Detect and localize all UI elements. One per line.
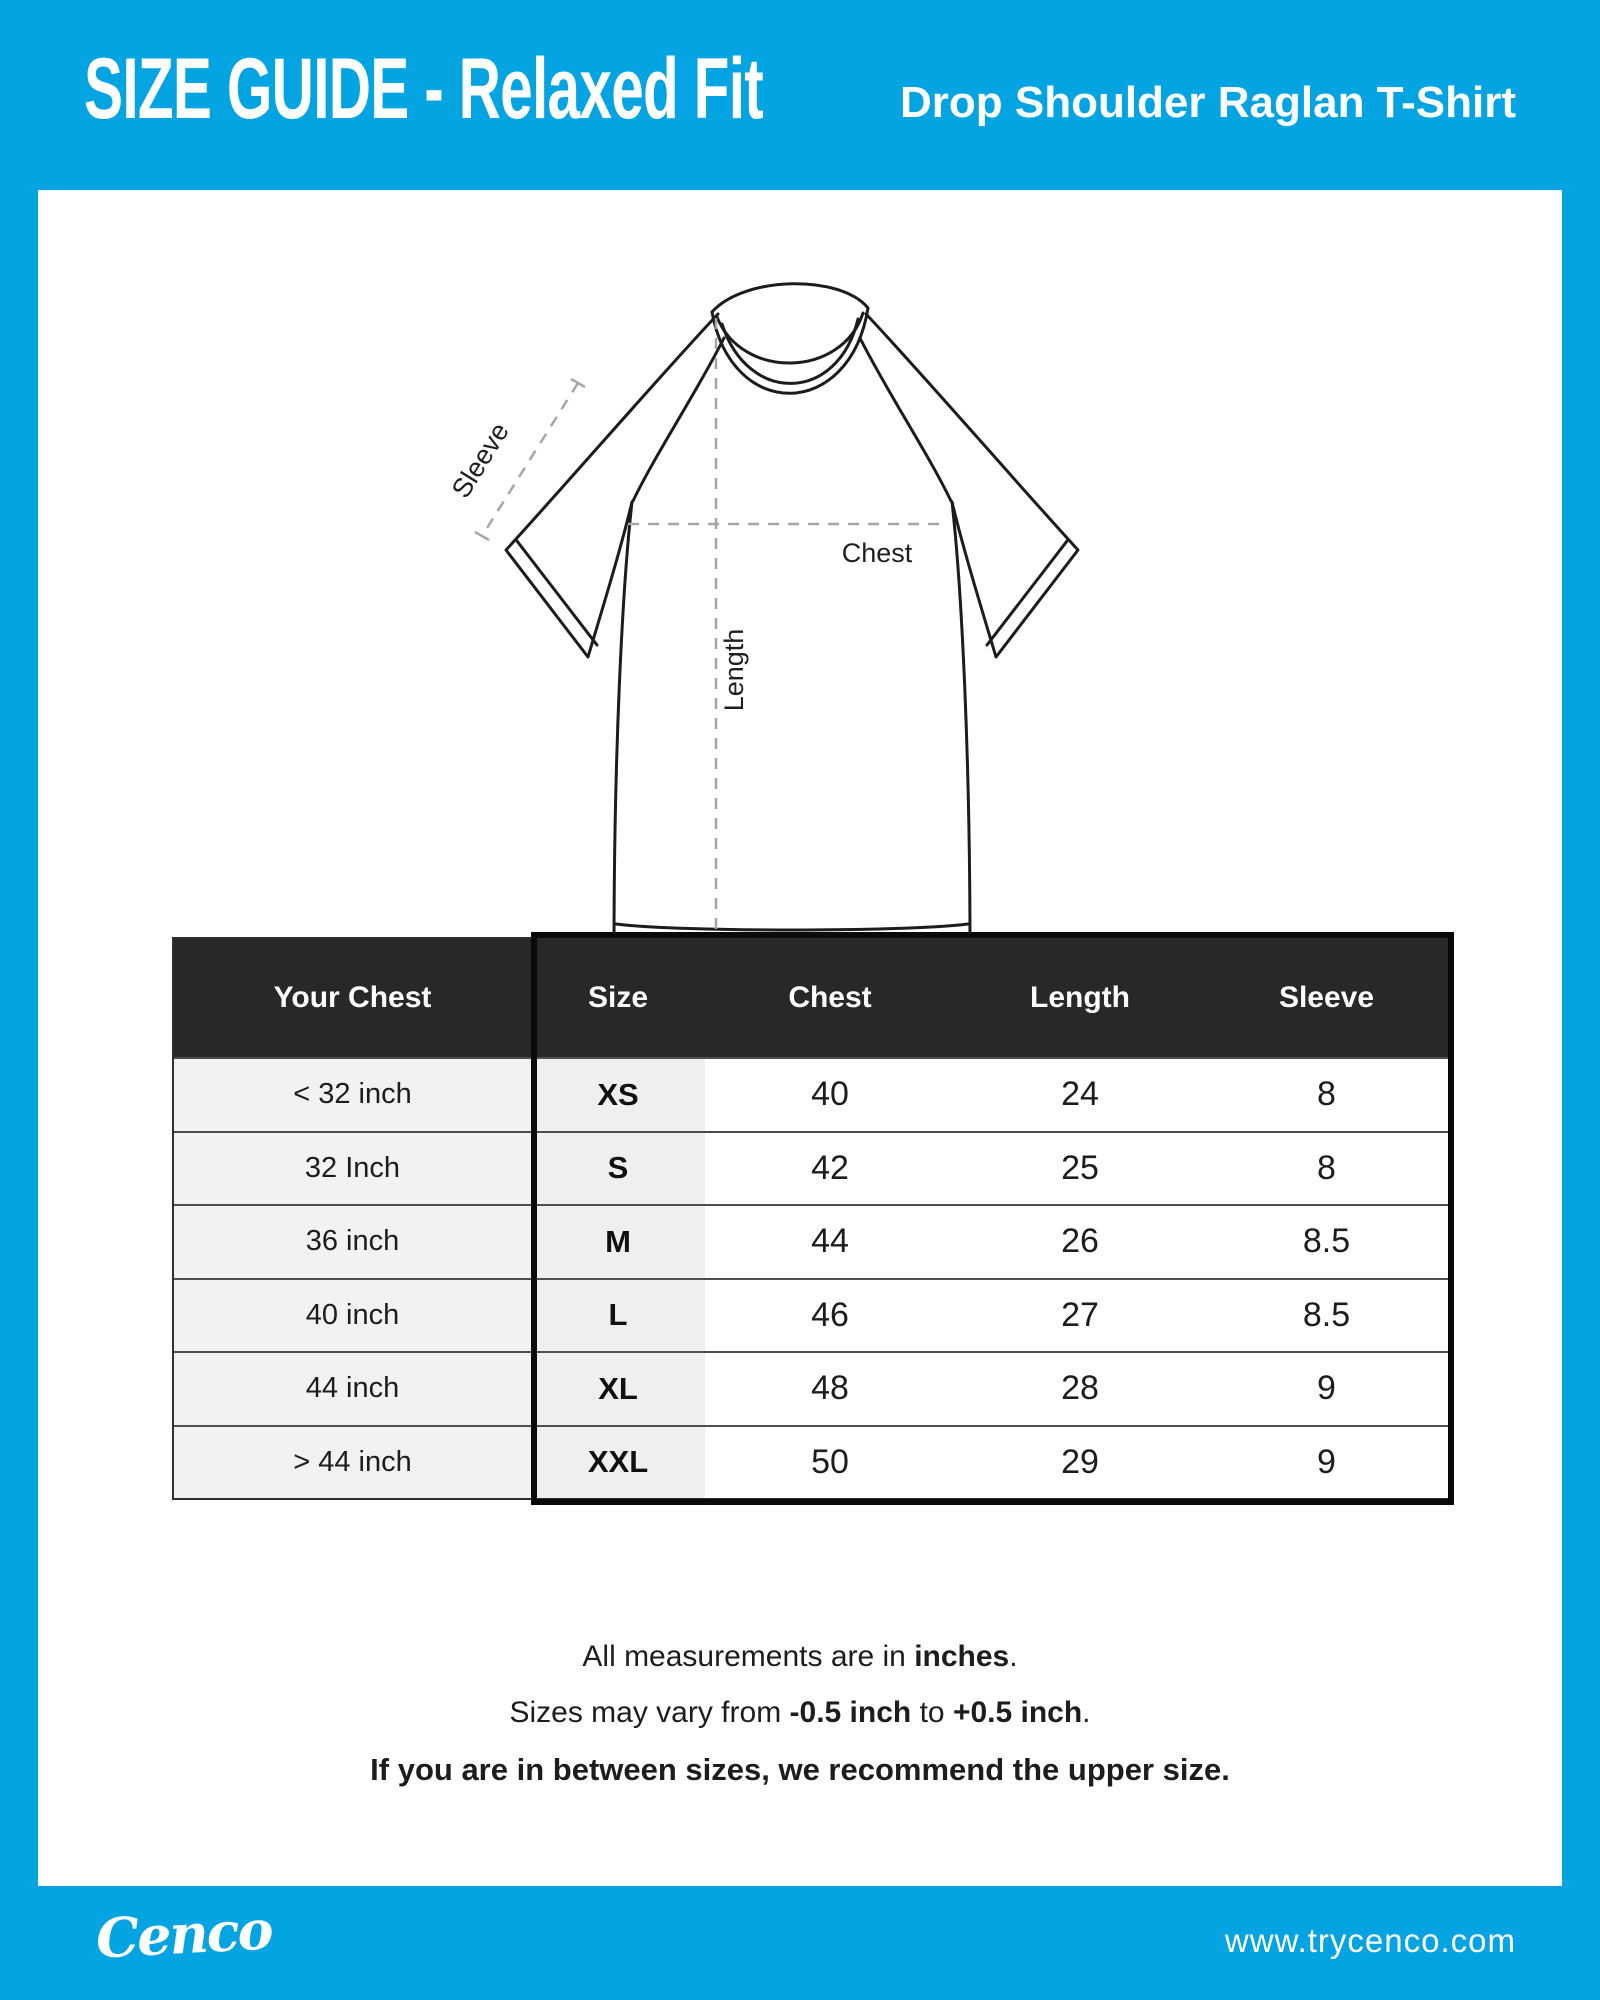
table-cell-chest: 40: [705, 1057, 955, 1131]
tshirt-right-sleeve: [866, 314, 1078, 657]
table-cell-sleeve: 9: [1205, 1425, 1448, 1499]
table-cell-size: S: [531, 1131, 705, 1205]
length-label: Length: [719, 628, 749, 712]
tshirt-left-raglan-seam: [633, 338, 724, 501]
measurement-notes: [38, 1640, 1562, 1810]
tshirt-measurement-diagram: [430, 260, 1190, 970]
tshirt-diagram-svg: [430, 260, 1190, 970]
table-cell-your-chest: < 32 inch: [174, 1057, 531, 1131]
table-cell-chest: 44: [705, 1204, 955, 1278]
tshirt-right-cuff-line: [987, 541, 1067, 645]
col-header-size: Size: [531, 939, 705, 1057]
tshirt-collar-outer: [712, 284, 868, 312]
tshirt-right-raglan-seam: [860, 338, 951, 501]
tshirt-hem-line: [616, 924, 968, 930]
sleeve-label: Sleeve: [445, 417, 515, 504]
chest-label: Chest: [841, 538, 913, 568]
table-cell-length: 27: [955, 1278, 1205, 1352]
table-cell-your-chest: 40 inch: [174, 1278, 531, 1352]
col-header-length: Length: [955, 939, 1205, 1057]
table-cell-chest: 50: [705, 1425, 955, 1499]
note-tolerance: Sizes may vary from -0.5 inch to +0.5 inch.: [509, 1696, 1091, 1729]
content-sheet: [38, 190, 1562, 1886]
table-cell-size: XL: [531, 1351, 705, 1425]
table-cell-size: M: [531, 1204, 705, 1278]
table-cell-sleeve: 9: [1205, 1351, 1448, 1425]
sleeve-measure-tick-top: [571, 379, 585, 387]
table-cell-size: L: [531, 1278, 705, 1352]
table-cell-sleeve: 8.5: [1205, 1204, 1448, 1278]
product-name: Drop Shoulder Raglan T-Shirt: [899, 78, 1516, 127]
table-cell-size: XXL: [531, 1425, 705, 1499]
note-units: All measurements are in inches.: [582, 1640, 1018, 1673]
table-cell-sleeve: 8.5: [1205, 1278, 1448, 1352]
table-cell-sleeve: 8: [1205, 1057, 1448, 1131]
table-cell-your-chest: 44 inch: [174, 1351, 531, 1425]
brand-logo: Cenco: [94, 1897, 274, 1971]
note-recommendation: If you are in between sizes, we recommend the upper size.: [370, 1752, 1230, 1787]
table-cell-your-chest: > 44 inch: [174, 1425, 531, 1499]
table-cell-chest: 48: [705, 1351, 955, 1425]
table-cell-sleeve: 8: [1205, 1131, 1448, 1205]
table-cell-chest: 42: [705, 1131, 955, 1205]
table-cell-your-chest: 32 Inch: [174, 1131, 531, 1205]
table-cell-length: 25: [955, 1131, 1205, 1205]
sleeve-measure-tick-bottom: [475, 532, 489, 540]
size-table: [172, 937, 1450, 1500]
table-cell-your-chest: 36 inch: [174, 1204, 531, 1278]
col-header-sleeve: Sleeve: [1205, 939, 1448, 1057]
tshirt-left-sleeve: [506, 314, 718, 657]
table-cell-size: XS: [531, 1057, 705, 1131]
table-cell-length: 29: [955, 1425, 1205, 1499]
tshirt-body-outline: [614, 502, 970, 955]
col-header-chest: Chest: [705, 939, 955, 1057]
table-cell-length: 26: [955, 1204, 1205, 1278]
footer-website: www.trycenco.com: [1224, 1922, 1516, 1959]
table-cell-length: 28: [955, 1351, 1205, 1425]
tshirt-left-cuff-line: [517, 541, 597, 645]
table-cell-length: 24: [955, 1057, 1205, 1131]
table-cell-chest: 46: [705, 1278, 955, 1352]
page-title: SIZE GUIDE - Relaxed Fit: [84, 41, 764, 137]
col-header-your-chest: Your Chest: [174, 939, 531, 1057]
